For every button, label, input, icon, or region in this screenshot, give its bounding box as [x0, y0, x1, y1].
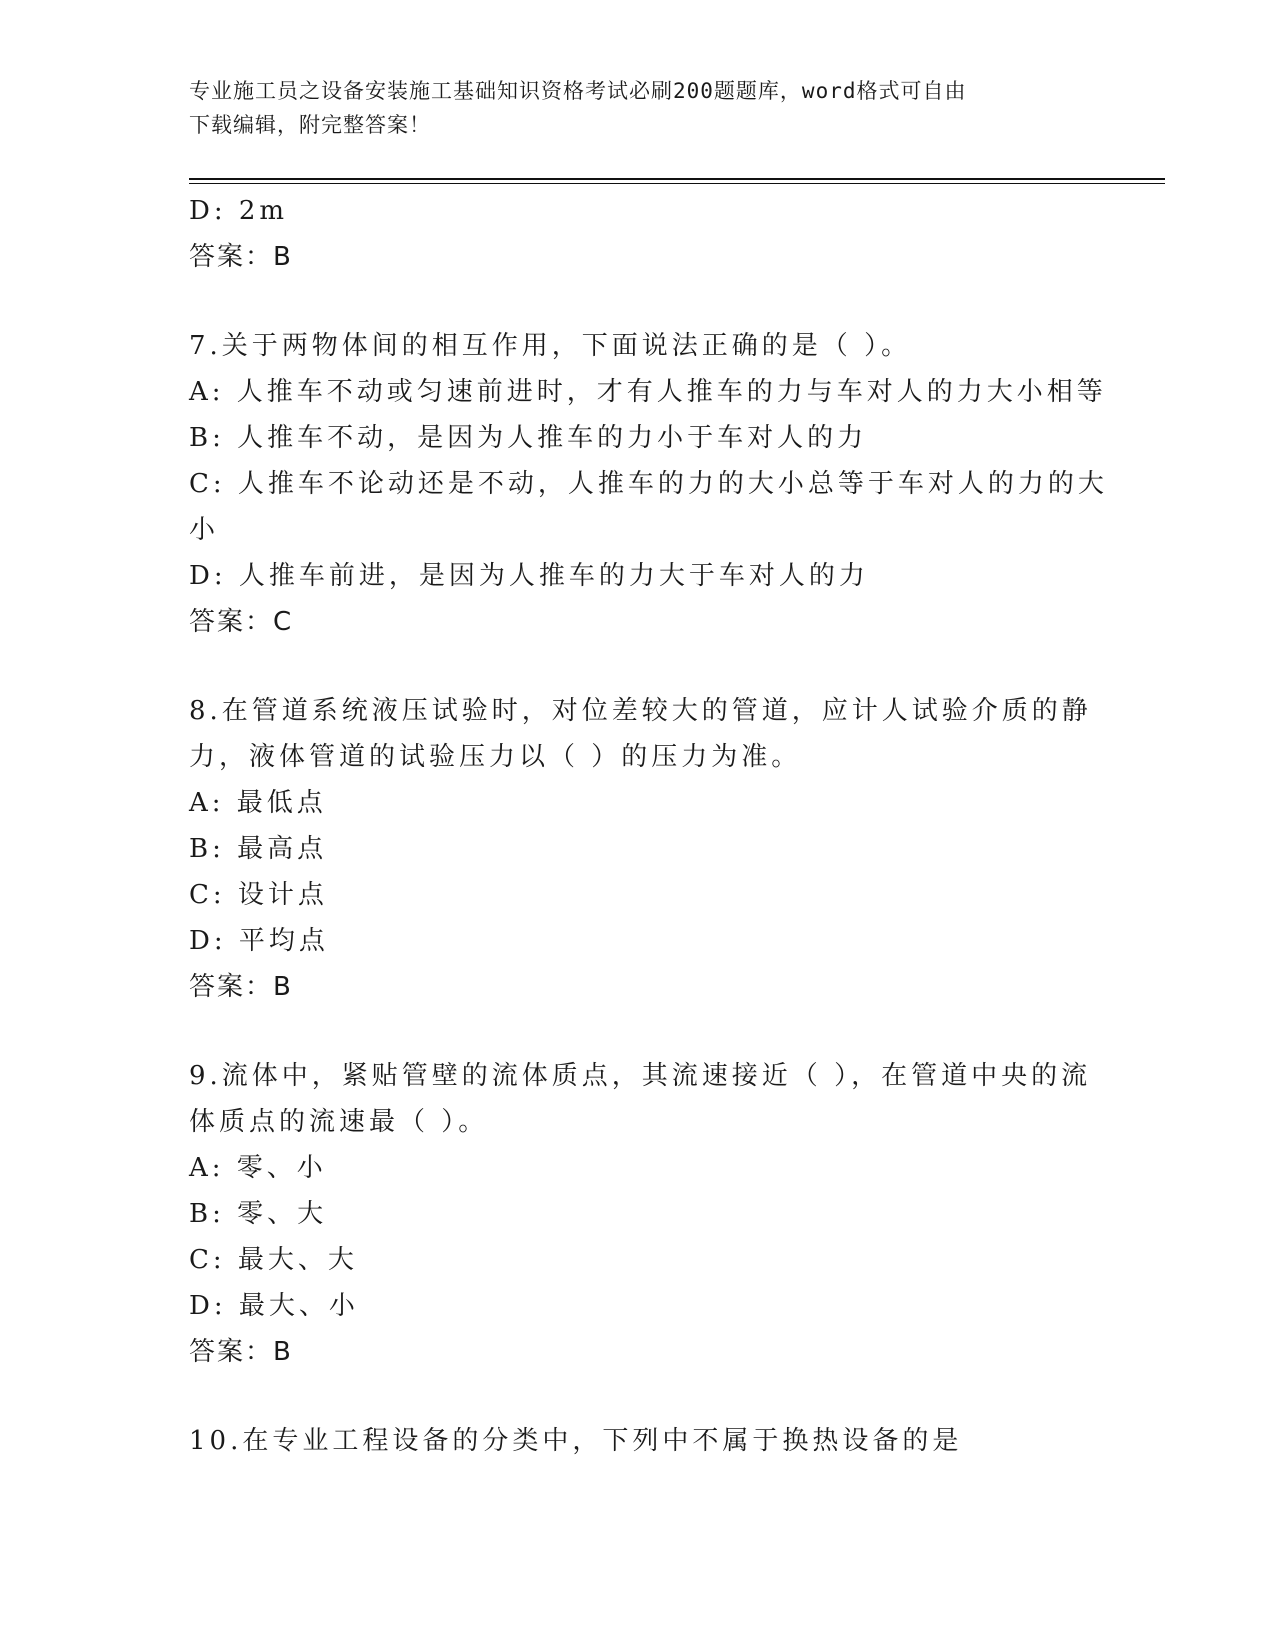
answer-line: 答案：B	[189, 972, 293, 1002]
option-b: B: 人推车不动，是因为人推车的力小于车对人的力	[189, 423, 868, 453]
question-stem-continued: 力，液体管道的试验压力以（ ）的压力为准。	[189, 742, 802, 772]
option-d: D: 2m	[189, 196, 289, 226]
answer-line: 答案：C	[189, 607, 294, 637]
answer-line: 答案：B	[189, 242, 293, 272]
question-stem: 10.在专业工程设备的分类中，下列中不属于换热设备的是	[189, 1426, 963, 1456]
question-content	[189, 188, 1108, 1464]
question-7	[189, 323, 1108, 645]
option-d: D: 最大、小	[189, 1291, 359, 1321]
header-divider-thin	[189, 183, 1165, 184]
question-stem: 7.关于两物体间的相互作用，下面说法正确的是（ ）。	[189, 331, 912, 361]
option-a: A: 零、小	[189, 1153, 327, 1183]
option-c-continued: 小	[189, 515, 220, 545]
option-d: D: 人推车前进，是因为人推车的力大于车对人的力	[189, 561, 869, 591]
question-8	[189, 688, 1092, 1010]
question-9	[189, 1053, 1092, 1375]
header-divider-thick	[189, 178, 1165, 180]
header-line-1: 专业施工员之设备安装施工基础知识资格考试必刷200题题库，word格式可自由	[189, 79, 967, 103]
question-stem: 8.在管道系统液压试验时，对位差较大的管道，应计人试验介质的静	[189, 696, 1092, 726]
option-c: C: 人推车不论动还是不动，人推车的力的大小总等于车对人的力的大	[189, 469, 1108, 499]
question-stem-continued: 体质点的流速最（ ）。	[189, 1107, 489, 1137]
option-b: B: 最高点	[189, 834, 328, 864]
option-c: C: 设计点	[189, 880, 328, 910]
answer-line: 答案：B	[189, 1337, 293, 1367]
document-header	[189, 74, 1089, 142]
option-d: D: 平均点	[189, 926, 329, 956]
option-a: A: 最低点	[189, 788, 327, 818]
option-b: B: 零、大	[189, 1199, 328, 1229]
previous-question-tail	[189, 188, 1089, 280]
option-a: A: 人推车不动或匀速前进时，才有人推车的力与车对人的力大小相等	[189, 377, 1107, 407]
question-10	[189, 1418, 1089, 1464]
header-line-2: 下载编辑，附完整答案！	[189, 113, 431, 137]
option-c: C: 最大、大	[189, 1245, 358, 1275]
question-stem: 9.流体中，紧贴管壁的流体质点，其流速接近（ ），在管道中央的流	[189, 1061, 1092, 1091]
